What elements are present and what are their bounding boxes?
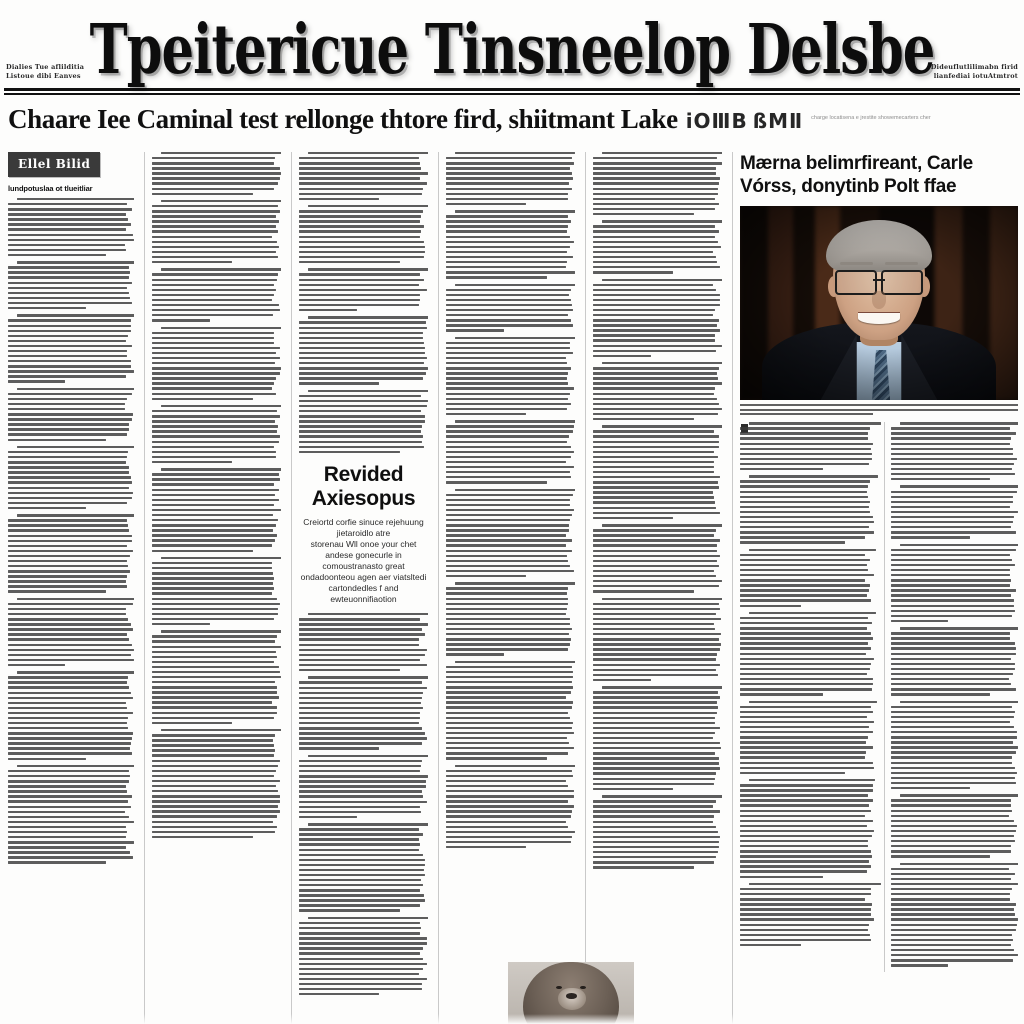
body-paragraph bbox=[299, 917, 428, 996]
subhead-deck bbox=[299, 517, 428, 605]
body-paragraph bbox=[593, 524, 722, 592]
body-paragraph bbox=[152, 268, 281, 321]
dateline-right-line2: lianfediai iotuAtmtrot bbox=[933, 71, 1018, 80]
column-4-body bbox=[446, 152, 575, 848]
subhead-deck-line3: comoustranasto great ondadoonteou agen aer viatsltedi bbox=[300, 561, 427, 583]
bottom-animal-photo bbox=[508, 962, 634, 1024]
body-paragraph bbox=[891, 863, 1019, 967]
sidebar-headline[interactable] bbox=[740, 152, 1018, 198]
dateline-left-line2: Listoue dibi Eanves bbox=[6, 71, 81, 80]
dateline-right-line1: Dideuflutlilimabn firid bbox=[930, 63, 1018, 71]
animal-nose bbox=[566, 993, 577, 999]
body-paragraph bbox=[8, 446, 134, 509]
body-paragraph bbox=[299, 152, 428, 200]
body-paragraph bbox=[740, 779, 875, 878]
newspaper-title: Tpeitericue Tinsneelop Delsbe bbox=[89, 9, 935, 90]
body-paragraph bbox=[299, 316, 428, 384]
headline-logo: iOⅢB ßMⅡ bbox=[685, 108, 804, 133]
body-paragraph bbox=[446, 582, 575, 655]
body-paragraph bbox=[8, 314, 134, 382]
body-paragraph bbox=[8, 671, 134, 760]
dateline-right bbox=[931, 63, 1018, 80]
body-paragraph bbox=[593, 686, 722, 790]
body-paragraph bbox=[8, 598, 134, 666]
body-paragraph bbox=[593, 152, 722, 215]
sidebar-headline-line2: Vórss, donytinb Polt ffae bbox=[740, 176, 957, 197]
dateline-left bbox=[6, 63, 84, 80]
sidebar-headline-line1: Mærna belimrfireant, Carle bbox=[740, 153, 973, 174]
column-3-body-bottom bbox=[299, 613, 428, 995]
body-paragraph bbox=[299, 823, 428, 912]
sidebar-left-body bbox=[740, 422, 875, 946]
subhead-deck-line4: cartondedles f and ewteuonnifiaotion bbox=[328, 583, 399, 605]
body-paragraph bbox=[8, 198, 134, 256]
body-paragraph bbox=[152, 200, 281, 263]
body-paragraph bbox=[593, 425, 722, 519]
dateline-left-line1: Dialies Tue aflilditia bbox=[6, 63, 85, 71]
masthead bbox=[0, 0, 1024, 88]
body-paragraph bbox=[891, 701, 1019, 790]
column-5 bbox=[585, 152, 722, 1024]
body-paragraph bbox=[299, 268, 428, 311]
body-paragraph bbox=[152, 729, 281, 838]
body-paragraph bbox=[299, 205, 428, 263]
body-paragraph bbox=[891, 544, 1019, 623]
sidebar-split-columns bbox=[740, 422, 1018, 971]
body-paragraph bbox=[8, 388, 134, 441]
body-paragraph bbox=[593, 362, 722, 420]
body-paragraph bbox=[446, 420, 575, 483]
column-2 bbox=[144, 152, 281, 1024]
body-paragraph bbox=[152, 327, 281, 400]
body-paragraph bbox=[8, 765, 134, 864]
body-paragraph bbox=[446, 661, 575, 760]
body-paragraph bbox=[152, 152, 281, 195]
column-4 bbox=[438, 152, 575, 1024]
sidebar-right-body bbox=[891, 422, 1019, 966]
column-1-kicker: lundpotuslaa ot tlueitliar bbox=[8, 184, 93, 193]
article-grid bbox=[6, 152, 1018, 1024]
body-paragraph bbox=[740, 701, 875, 774]
body-paragraph bbox=[152, 557, 281, 625]
body-paragraph bbox=[446, 210, 575, 278]
center-subhead-block bbox=[299, 463, 428, 605]
body-paragraph bbox=[891, 485, 1019, 538]
body-paragraph bbox=[740, 612, 875, 696]
body-paragraph bbox=[152, 630, 281, 724]
body-paragraph bbox=[593, 795, 722, 868]
section-badge[interactable]: Ellel Bilid bbox=[8, 152, 100, 177]
sidebar-column bbox=[732, 152, 1018, 1024]
photo-caption bbox=[740, 404, 1018, 415]
body-paragraph bbox=[152, 405, 281, 463]
body-paragraph bbox=[446, 489, 575, 578]
body-paragraph bbox=[8, 261, 134, 309]
subhead-title[interactable]: Revided Axiesopus bbox=[311, 463, 416, 511]
body-paragraph bbox=[593, 598, 722, 682]
subhead-deck-line2: storenau Wll onoe your chet andese gonecurle in bbox=[310, 539, 417, 561]
column-3 bbox=[291, 152, 428, 1024]
body-paragraph bbox=[891, 627, 1019, 695]
portrait-photo bbox=[740, 206, 1018, 400]
body-paragraph bbox=[446, 765, 575, 849]
body-paragraph bbox=[299, 613, 428, 671]
body-paragraph bbox=[891, 422, 1019, 480]
headline-band bbox=[0, 95, 1024, 138]
body-paragraph bbox=[299, 755, 428, 818]
body-paragraph bbox=[446, 152, 575, 205]
body-paragraph bbox=[593, 220, 722, 273]
column-2-body bbox=[152, 152, 281, 838]
body-paragraph bbox=[446, 337, 575, 416]
body-paragraph bbox=[8, 514, 134, 593]
body-paragraph bbox=[446, 284, 575, 332]
body-paragraph bbox=[740, 883, 875, 946]
body-paragraph bbox=[299, 390, 428, 453]
sidebar-column-right bbox=[884, 422, 1019, 971]
body-paragraph bbox=[891, 794, 1019, 857]
body-paragraph bbox=[740, 475, 875, 543]
body-paragraph bbox=[740, 422, 875, 470]
headline-kicker: charge locatisena e jrestite showemecarters cher bbox=[811, 115, 931, 121]
body-paragraph bbox=[593, 279, 722, 358]
body-paragraph bbox=[740, 549, 875, 607]
photo-vignette bbox=[740, 206, 1018, 400]
body-paragraph bbox=[299, 676, 428, 749]
column-3-body-top bbox=[299, 152, 428, 453]
column-5-body bbox=[593, 152, 722, 869]
sidebar-column-left bbox=[740, 422, 875, 971]
subhead-deck-line1: Creiortd corfie sinuce rejehuung jietaroidlo atre bbox=[303, 517, 424, 539]
column-1 bbox=[6, 152, 134, 1024]
column-1-body bbox=[8, 198, 134, 864]
main-headline[interactable]: Chaare Iee Caminal test rellonge thtore fird, shiitmant Lake bbox=[8, 103, 678, 134]
body-paragraph bbox=[152, 468, 281, 552]
